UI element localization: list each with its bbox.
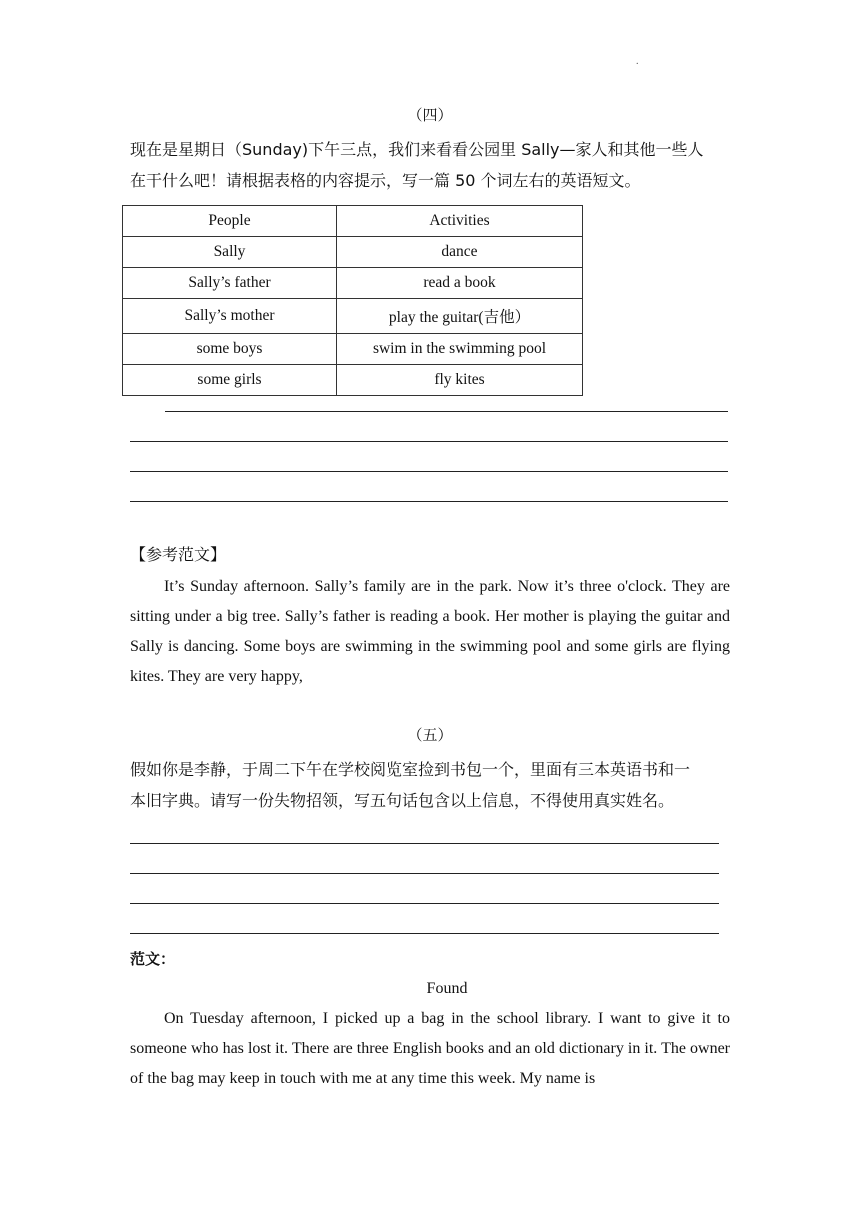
header-people: People	[123, 206, 337, 237]
reference-label: 【参考范文】	[130, 545, 227, 564]
section-4-heading: （四）	[407, 106, 453, 124]
table-cell-activity: fly kites	[337, 365, 583, 396]
answer-line[interactable]	[130, 903, 719, 904]
table-row	[123, 299, 583, 334]
table-row	[123, 268, 583, 299]
answer-line[interactable]	[130, 843, 719, 844]
answer-line[interactable]	[130, 873, 719, 874]
table-row	[123, 237, 583, 268]
table-cell-person: some boys	[123, 334, 337, 365]
table-row	[123, 365, 583, 396]
answer-line[interactable]	[130, 933, 719, 934]
sample-essay: On Tuesday afternoon, I picked up a bag in the school library. I want to give it to someone who has lost it. There are three English books and an old dictionary in it. The owner of the bag may keep in touch with me at any time this week. My name is	[130, 1010, 730, 1087]
table-cell-activity: read a book	[337, 268, 583, 299]
table-cell-person: Sally’s mother	[123, 299, 337, 334]
answer-line[interactable]	[130, 441, 728, 442]
sample-title: Found	[426, 980, 468, 997]
table-header-row	[123, 206, 583, 237]
table-cell-person: some girls	[123, 365, 337, 396]
section-4-prompt-line2: 在干什么吧！请根据表格的内容提示，写一篇 50 个词左右的英语短文。	[130, 171, 641, 190]
table-cell-activity: dance	[337, 237, 583, 268]
section-5-heading: （五）	[407, 726, 453, 744]
table-cell-activity: swim in the swimming pool	[337, 334, 583, 365]
table-cell-person: Sally	[123, 237, 337, 268]
table-cell-activity: play the guitar(吉他）	[337, 299, 583, 334]
answer-line[interactable]	[130, 471, 728, 472]
answer-line[interactable]	[165, 411, 728, 412]
header-activities: Activities	[337, 206, 583, 237]
table-cell-person: Sally’s father	[123, 268, 337, 299]
section-5-prompt-line2: 本旧字典。请写一份失物招领，写五句话包含以上信息，不得使用真实姓名。	[130, 791, 675, 810]
section-5-prompt-line1: 假如你是李静，于周二下午在学校阅览室捡到书包一个，里面有三本英语书和一	[130, 760, 691, 779]
page-dot-mark: .	[636, 56, 639, 67]
section-4-prompt-line1: 现在是星期日（Sunday)下午三点，我们来看看公园里 Sally—家人和其他一些人	[130, 140, 704, 159]
table-row	[123, 334, 583, 365]
answer-line[interactable]	[130, 501, 728, 502]
sample-label: 范文：	[130, 950, 176, 968]
activities-table	[122, 205, 583, 396]
reference-essay: It’s Sunday afternoon. Sally’s family are in the park. Now it’s three o'clock. They are sitting under a big tree. Sally’s father is reading a book. Her mother is playing the guitar and Sally is dancing. Some boys are swimming in the swimming pool and some girls are flying kites. They are very happy,	[130, 578, 730, 685]
